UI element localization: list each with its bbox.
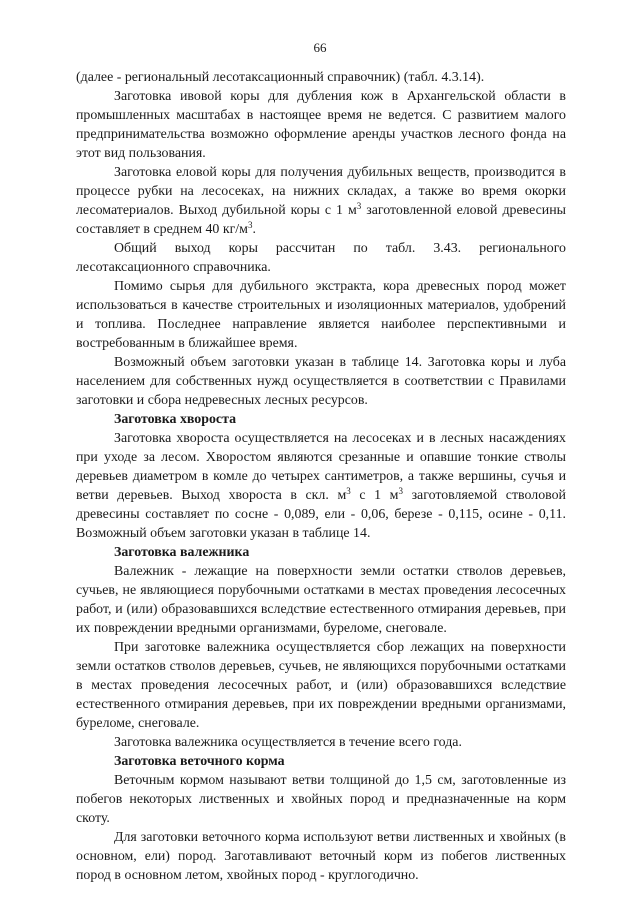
superscript: 3 — [356, 201, 362, 211]
paragraph-deadwood-collection — [76, 638, 566, 733]
paragraph-text: . — [252, 222, 256, 237]
paragraph-text: Заготовка валежника осуществляется в течение всего года. — [114, 735, 462, 750]
paragraph-text: При заготовке валежника осуществляется сбор лежащих на поверхности земли остатков стволов деревьев, сучьев, не являющихся порубочными остатками в местах проведения лесосечных работ, и (или) образовавшихся вследствие естественного отмирания деревьев, при их повреждении вредными организмами, буреломе, снеговале. — [76, 640, 566, 731]
paragraph-text: (далее - региональный лесотаксационный справочник) (табл. 4.3.14). — [76, 70, 485, 85]
paragraph-text: заготовленной еловой древесины составляет в среднем 40 кг/м — [76, 203, 567, 237]
paragraph-text: Веточным кормом называют ветви толщиной до 1,5 см, заготовленные из побегов некоторых лиственных и хвойных пород и предназначенные на корм скоту. — [76, 773, 566, 826]
superscript: 3 — [247, 220, 253, 230]
paragraph-spruce-bark — [76, 163, 566, 239]
paragraph-continuation — [76, 68, 566, 87]
paragraph-bark-yield — [76, 239, 566, 277]
paragraph-text: Заготовка ивовой коры для дубления кож в Архангельской области в промышленных масштабах в настоящее время не ведется. С развитием малого предпринимательства возможно оформление аренды участков лесного фонда на этот вид пользования. — [76, 89, 566, 161]
paragraph-bark-uses — [76, 277, 566, 353]
heading-text: Заготовка хвороста — [114, 412, 237, 427]
paragraph-text: Помимо сырья для дубильного экстракта, кора древесных пород может использоваться в качестве строительных и изоляционных материалов, удобрений и топлива. Последнее направление является наиболее перспективными и востребованным в ближайшее время. — [76, 279, 566, 351]
superscript: 3 — [346, 486, 351, 496]
section-heading-twig-fodder — [76, 752, 566, 771]
paragraph-twig-fodder-definition — [76, 771, 566, 828]
paragraph-twig-fodder-harvest — [76, 828, 566, 885]
paragraph-bark-volume — [76, 353, 566, 410]
paragraph-text: Заготовка хвороста осуществляется на лесосеках и в лесных насаждениях при уходе за лесом. Хворостом являются срезанные и опавшие тонкие стволы деревьев диаметром в комле до четырех сантиметров, а также вершины, сучья и ветви деревьев. Выход хвороста в скл. м — [76, 431, 566, 503]
heading-text: Заготовка валежника — [114, 545, 250, 560]
paragraph-brushwood — [76, 429, 566, 543]
heading-text: Заготовка веточного корма — [114, 754, 285, 769]
section-heading-brushwood — [76, 410, 566, 429]
paragraph-text: с 1 м — [350, 488, 399, 503]
superscript: 3 — [398, 486, 403, 496]
section-heading-deadwood — [76, 543, 566, 562]
paragraph-willow-bark — [76, 87, 566, 163]
paragraph-text: заготовляемой стволовой древесины составляет по сосне - 0,089, ели - 0,06, березе - 0,115, осине - 0,11. Возможный объем заготовки указан в таблице 14. — [76, 488, 566, 541]
paragraph-text: Валежник - лежащие на поверхности земли остатки стволов деревьев, сучьев, не являющиеся порубочными остатками в местах проведения лесосечных работ, и (или) образовавшихся вследствие естественного отмирания деревьев, при их повреждении вредными организмами, буреломе, снеговале. — [76, 564, 566, 636]
page-number: 66 — [313, 40, 327, 55]
paragraph-text: Общий выход коры рассчитан по табл. 3.43. регионального лесотаксационного справочника. — [76, 241, 566, 275]
paragraph-deadwood-season — [76, 733, 566, 752]
paragraph-text: Возможный объем заготовки указан в таблице 14. Заготовка коры и луба населением для собственных нужд осуществляется в соответствии с Правилами заготовки и сбора недревесных лесных ресурсов. — [76, 355, 566, 408]
paragraph-deadwood-definition — [76, 562, 566, 638]
paragraph-text: Заготовка еловой коры для получения дубильных веществ, производится в процессе рубки на лесосеках, на нижних складах, а также во время окорки лесоматериалов. Выход дубильной коры с 1 м — [76, 165, 566, 218]
page-body — [76, 68, 566, 885]
paragraph-text: Для заготовки веточного корма используют ветви лиственных и хвойных (в основном, ели) пород. Заготавливают веточный корм из побегов лиственных пород в основном летом, хвойных пород - круглогодично. — [76, 830, 566, 883]
